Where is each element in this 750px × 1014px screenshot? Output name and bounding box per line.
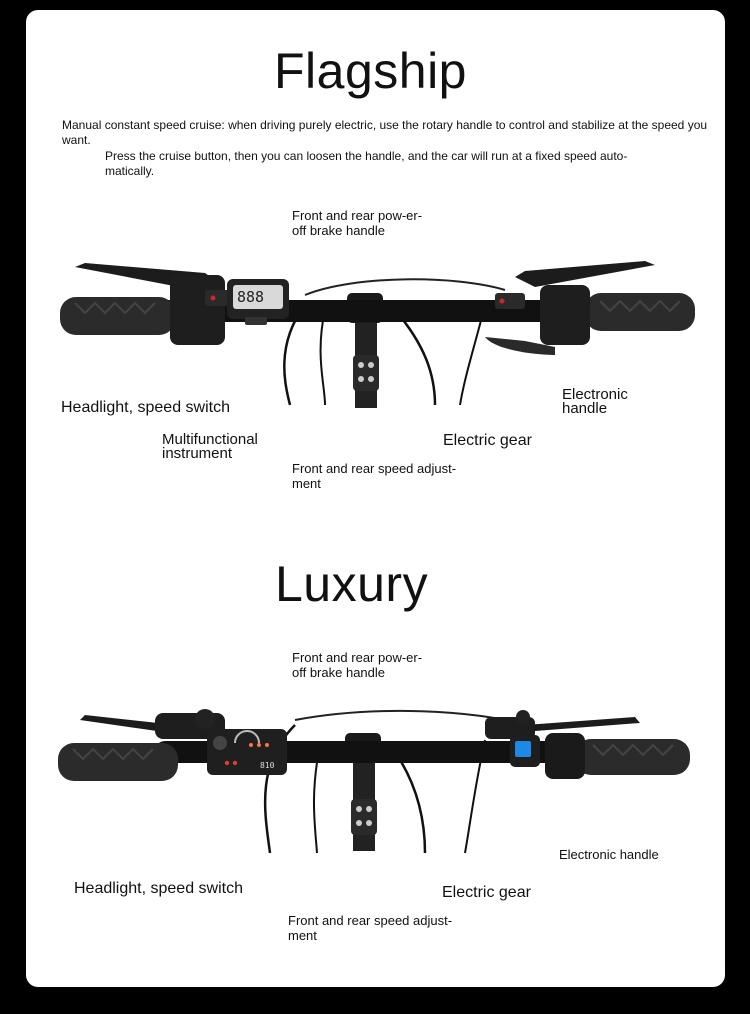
flagship-desc-1: Manual constant speed cruise: when driving purely electric, use the rotary handle to control and stabilize at the speed you want.: [62, 118, 708, 147]
flagship-display-readout: 888: [237, 288, 265, 306]
luxury-electronic-handle-label: Electronic handle: [559, 847, 659, 862]
flagship-multifunctional-label: Multifunctional instrument: [162, 431, 258, 462]
flagship-electric-gear-label: Electric gear: [443, 432, 532, 449]
luxury-handlebar-image: [55, 705, 705, 855]
flagship-speed-adjust-label: Front and rear speed adjust-ment: [292, 461, 457, 491]
flagship-brake-label: Front and rear pow-er-off brake handle: [292, 208, 423, 238]
flagship-electronic-handle-label: Electronic handle: [562, 386, 628, 417]
luxury-title: Luxury: [275, 556, 429, 612]
flagship-headlight-label: Headlight, speed switch: [61, 399, 230, 416]
flagship-desc-2: Press the cruise button, then you can loosen the handle, and the car will run at a fixed speed auto-matically.: [105, 149, 628, 178]
luxury-display-model: 810: [260, 761, 275, 770]
luxury-speed-adjust-label: Front and rear speed adjust-ment: [288, 913, 453, 943]
luxury-headlight-label: Headlight, speed switch: [74, 880, 243, 897]
flagship-title: Flagship: [274, 43, 467, 99]
luxury-brake-label: Front and rear pow-er-off brake handle: [292, 650, 423, 680]
luxury-electric-gear-label: Electric gear: [442, 884, 531, 901]
